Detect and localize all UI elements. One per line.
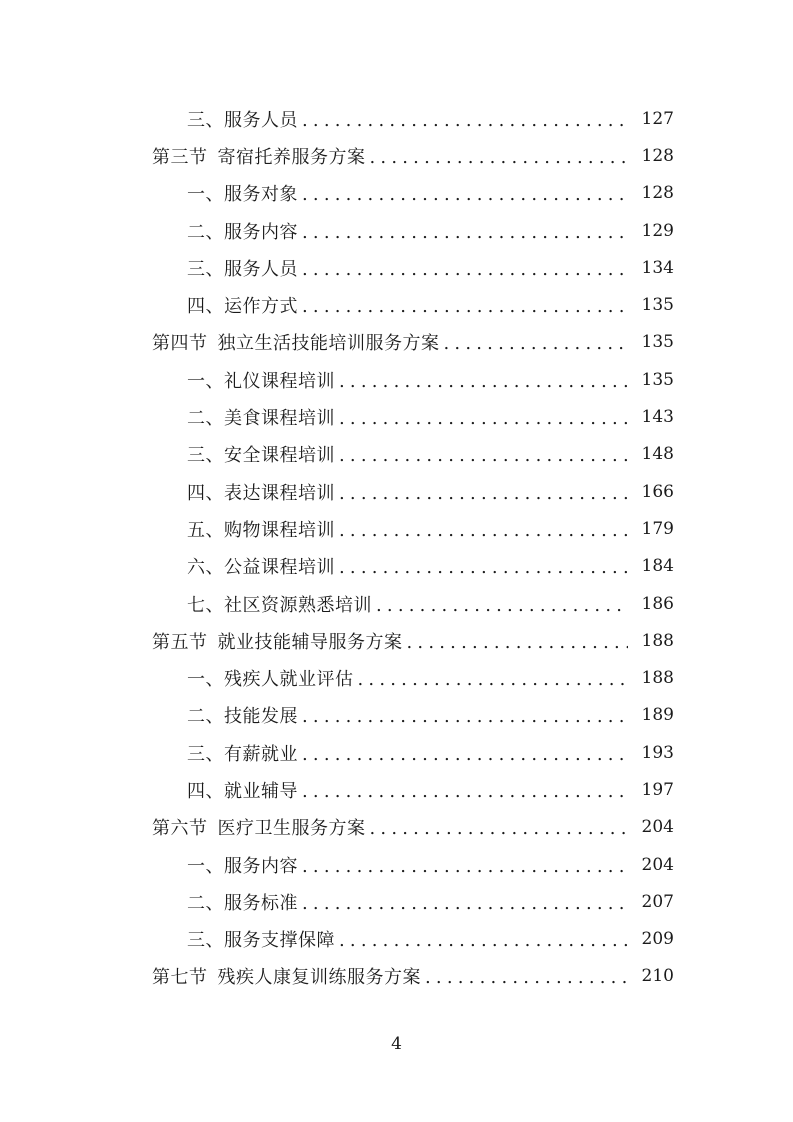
toc-subsection-entry[interactable]	[0, 361, 793, 398]
toc-subsection-entry[interactable]	[0, 697, 793, 734]
toc-page-number: 128	[641, 183, 674, 204]
toc-dot-leader	[302, 891, 628, 913]
toc-entry-label	[152, 963, 421, 989]
toc-entry-title: 三、有薪就业	[187, 743, 298, 765]
toc-entry-label	[187, 591, 372, 617]
toc-page-number: 186	[641, 593, 674, 614]
toc-section-entry[interactable]	[0, 137, 793, 174]
toc-page-number: 143	[641, 407, 674, 428]
toc-section-number: 第六节	[152, 818, 208, 840]
toc-subsection-entry[interactable]	[0, 510, 793, 547]
toc-page-number: 188	[641, 668, 674, 689]
toc-entry-title: 四、就业辅导	[187, 780, 298, 802]
toc-entry-title: 三、安全课程培训	[187, 445, 335, 467]
toc-section-number: 第五节	[152, 631, 208, 653]
toc-subsection-entry[interactable]	[0, 734, 793, 771]
toc-page-number: 129	[641, 220, 674, 241]
toc-subsection-entry[interactable]	[0, 771, 793, 808]
toc-page-number: 128	[641, 145, 674, 166]
toc-entry-label	[187, 553, 335, 579]
toc-page-number: 210	[641, 966, 674, 987]
page-number: 4	[391, 1034, 402, 1054]
toc-entry-title: 二、服务内容	[187, 221, 298, 243]
toc-page-number: 184	[641, 556, 674, 577]
toc-page-number: 189	[641, 705, 674, 726]
toc-page-number: 127	[641, 108, 674, 129]
toc-entry-label	[187, 740, 298, 766]
toc-page-number: 207	[641, 891, 674, 912]
toc-entry-title: 寄宿托养服务方案	[217, 146, 366, 168]
toc-section-entry[interactable]	[0, 958, 793, 995]
toc-dot-leader	[339, 928, 628, 950]
toc-entry-label	[187, 852, 298, 878]
toc-subsection-entry[interactable]	[0, 585, 793, 622]
toc-dot-leader	[302, 704, 628, 726]
toc-entry-title: 七、社区资源熟悉培训	[187, 594, 372, 616]
toc-entry-label	[187, 180, 298, 206]
toc-dot-leader	[407, 630, 629, 652]
toc-subsection-entry[interactable]	[0, 846, 793, 883]
toc-entry-label	[187, 292, 298, 318]
toc-dot-leader	[302, 257, 628, 279]
toc-page-number: 188	[641, 630, 674, 651]
toc-page-number: 135	[641, 369, 674, 390]
toc-entry-label	[187, 367, 335, 393]
toc-entry-title: 一、服务内容	[187, 855, 298, 877]
toc-entry-label	[187, 926, 335, 952]
toc-dot-leader	[302, 294, 628, 316]
toc-section-number: 第四节	[152, 333, 208, 355]
table-of-contents	[0, 100, 793, 995]
toc-page-number: 135	[641, 295, 674, 316]
toc-dot-leader	[370, 816, 629, 838]
toc-entry-label	[187, 702, 298, 728]
toc-entry-label	[152, 814, 366, 840]
toc-page-number: 209	[641, 929, 674, 950]
toc-dot-leader	[339, 443, 628, 465]
toc-dot-leader	[302, 854, 628, 876]
toc-section-number: 第三节	[152, 146, 208, 168]
toc-section-entry[interactable]	[0, 809, 793, 846]
toc-section-number: 第七节	[152, 967, 208, 989]
toc-entry-label	[187, 404, 335, 430]
toc-subsection-entry[interactable]	[0, 212, 793, 249]
toc-subsection-entry[interactable]	[0, 100, 793, 137]
toc-subsection-entry[interactable]	[0, 286, 793, 323]
toc-entry-label	[187, 665, 354, 691]
toc-entry-title: 医疗卫生服务方案	[217, 818, 366, 840]
toc-entry-title: 残疾人康复训练服务方案	[217, 967, 421, 989]
toc-entry-title: 三、服务支撑保障	[187, 930, 335, 952]
toc-entry-label	[187, 777, 298, 803]
toc-entry-label	[152, 329, 440, 355]
toc-subsection-entry[interactable]	[0, 659, 793, 696]
toc-dot-leader	[339, 555, 628, 577]
toc-entry-label	[187, 516, 335, 542]
toc-entry-label	[187, 106, 298, 132]
toc-page-number: 134	[641, 257, 674, 278]
toc-dot-leader	[425, 965, 628, 987]
toc-page-number: 135	[641, 332, 674, 353]
toc-entry-label	[152, 628, 403, 654]
toc-dot-leader	[339, 369, 628, 391]
toc-subsection-entry[interactable]	[0, 921, 793, 958]
toc-entry-label	[187, 218, 298, 244]
toc-entry-title: 一、礼仪课程培训	[187, 370, 335, 392]
toc-entry-label	[187, 479, 335, 505]
toc-entry-title: 一、残疾人就业评估	[187, 669, 354, 691]
toc-page-number: 166	[641, 481, 674, 502]
toc-subsection-entry[interactable]	[0, 548, 793, 585]
toc-dot-leader	[302, 108, 628, 130]
toc-entry-title: 二、美食课程培训	[187, 408, 335, 430]
toc-dot-leader	[339, 518, 628, 540]
toc-dot-leader	[302, 742, 628, 764]
toc-entry-title: 三、服务人员	[187, 109, 298, 131]
toc-entry-title: 一、服务对象	[187, 184, 298, 206]
toc-entry-title: 二、技能发展	[187, 706, 298, 728]
toc-page-number: 204	[641, 854, 674, 875]
toc-entry-title: 就业技能辅导服务方案	[217, 631, 403, 653]
toc-dot-leader	[339, 481, 628, 503]
toc-entry-label	[187, 889, 298, 915]
toc-dot-leader	[376, 593, 628, 615]
toc-subsection-entry[interactable]	[0, 398, 793, 435]
toc-dot-leader	[444, 331, 629, 353]
toc-entry-title: 五、购物课程培训	[187, 519, 335, 541]
toc-entry-title: 六、公益课程培训	[187, 557, 335, 579]
toc-page-number: 193	[641, 742, 674, 763]
toc-subsection-entry[interactable]	[0, 473, 793, 510]
toc-entry-title: 四、运作方式	[187, 296, 298, 318]
toc-section-entry[interactable]	[0, 324, 793, 361]
toc-dot-leader	[302, 779, 628, 801]
toc-subsection-entry[interactable]	[0, 249, 793, 286]
toc-dot-leader	[358, 667, 629, 689]
toc-page-number: 179	[641, 518, 674, 539]
toc-entry-label	[187, 255, 298, 281]
toc-dot-leader	[302, 220, 628, 242]
toc-page-number: 197	[641, 779, 674, 800]
toc-dot-leader	[339, 406, 628, 428]
toc-entry-title: 独立生活技能培训服务方案	[217, 333, 440, 355]
toc-entry-title: 三、服务人员	[187, 258, 298, 280]
toc-section-entry[interactable]	[0, 622, 793, 659]
toc-entry-label	[152, 143, 366, 169]
toc-page-number: 148	[641, 444, 674, 465]
toc-entry-label	[187, 441, 335, 467]
toc-subsection-entry[interactable]	[0, 883, 793, 920]
toc-subsection-entry[interactable]	[0, 436, 793, 473]
toc-dot-leader	[302, 182, 628, 204]
toc-subsection-entry[interactable]	[0, 175, 793, 212]
toc-dot-leader	[370, 145, 629, 167]
toc-entry-title: 四、表达课程培训	[187, 482, 335, 504]
toc-page-number: 204	[641, 817, 674, 838]
toc-entry-title: 二、服务标准	[187, 892, 298, 914]
